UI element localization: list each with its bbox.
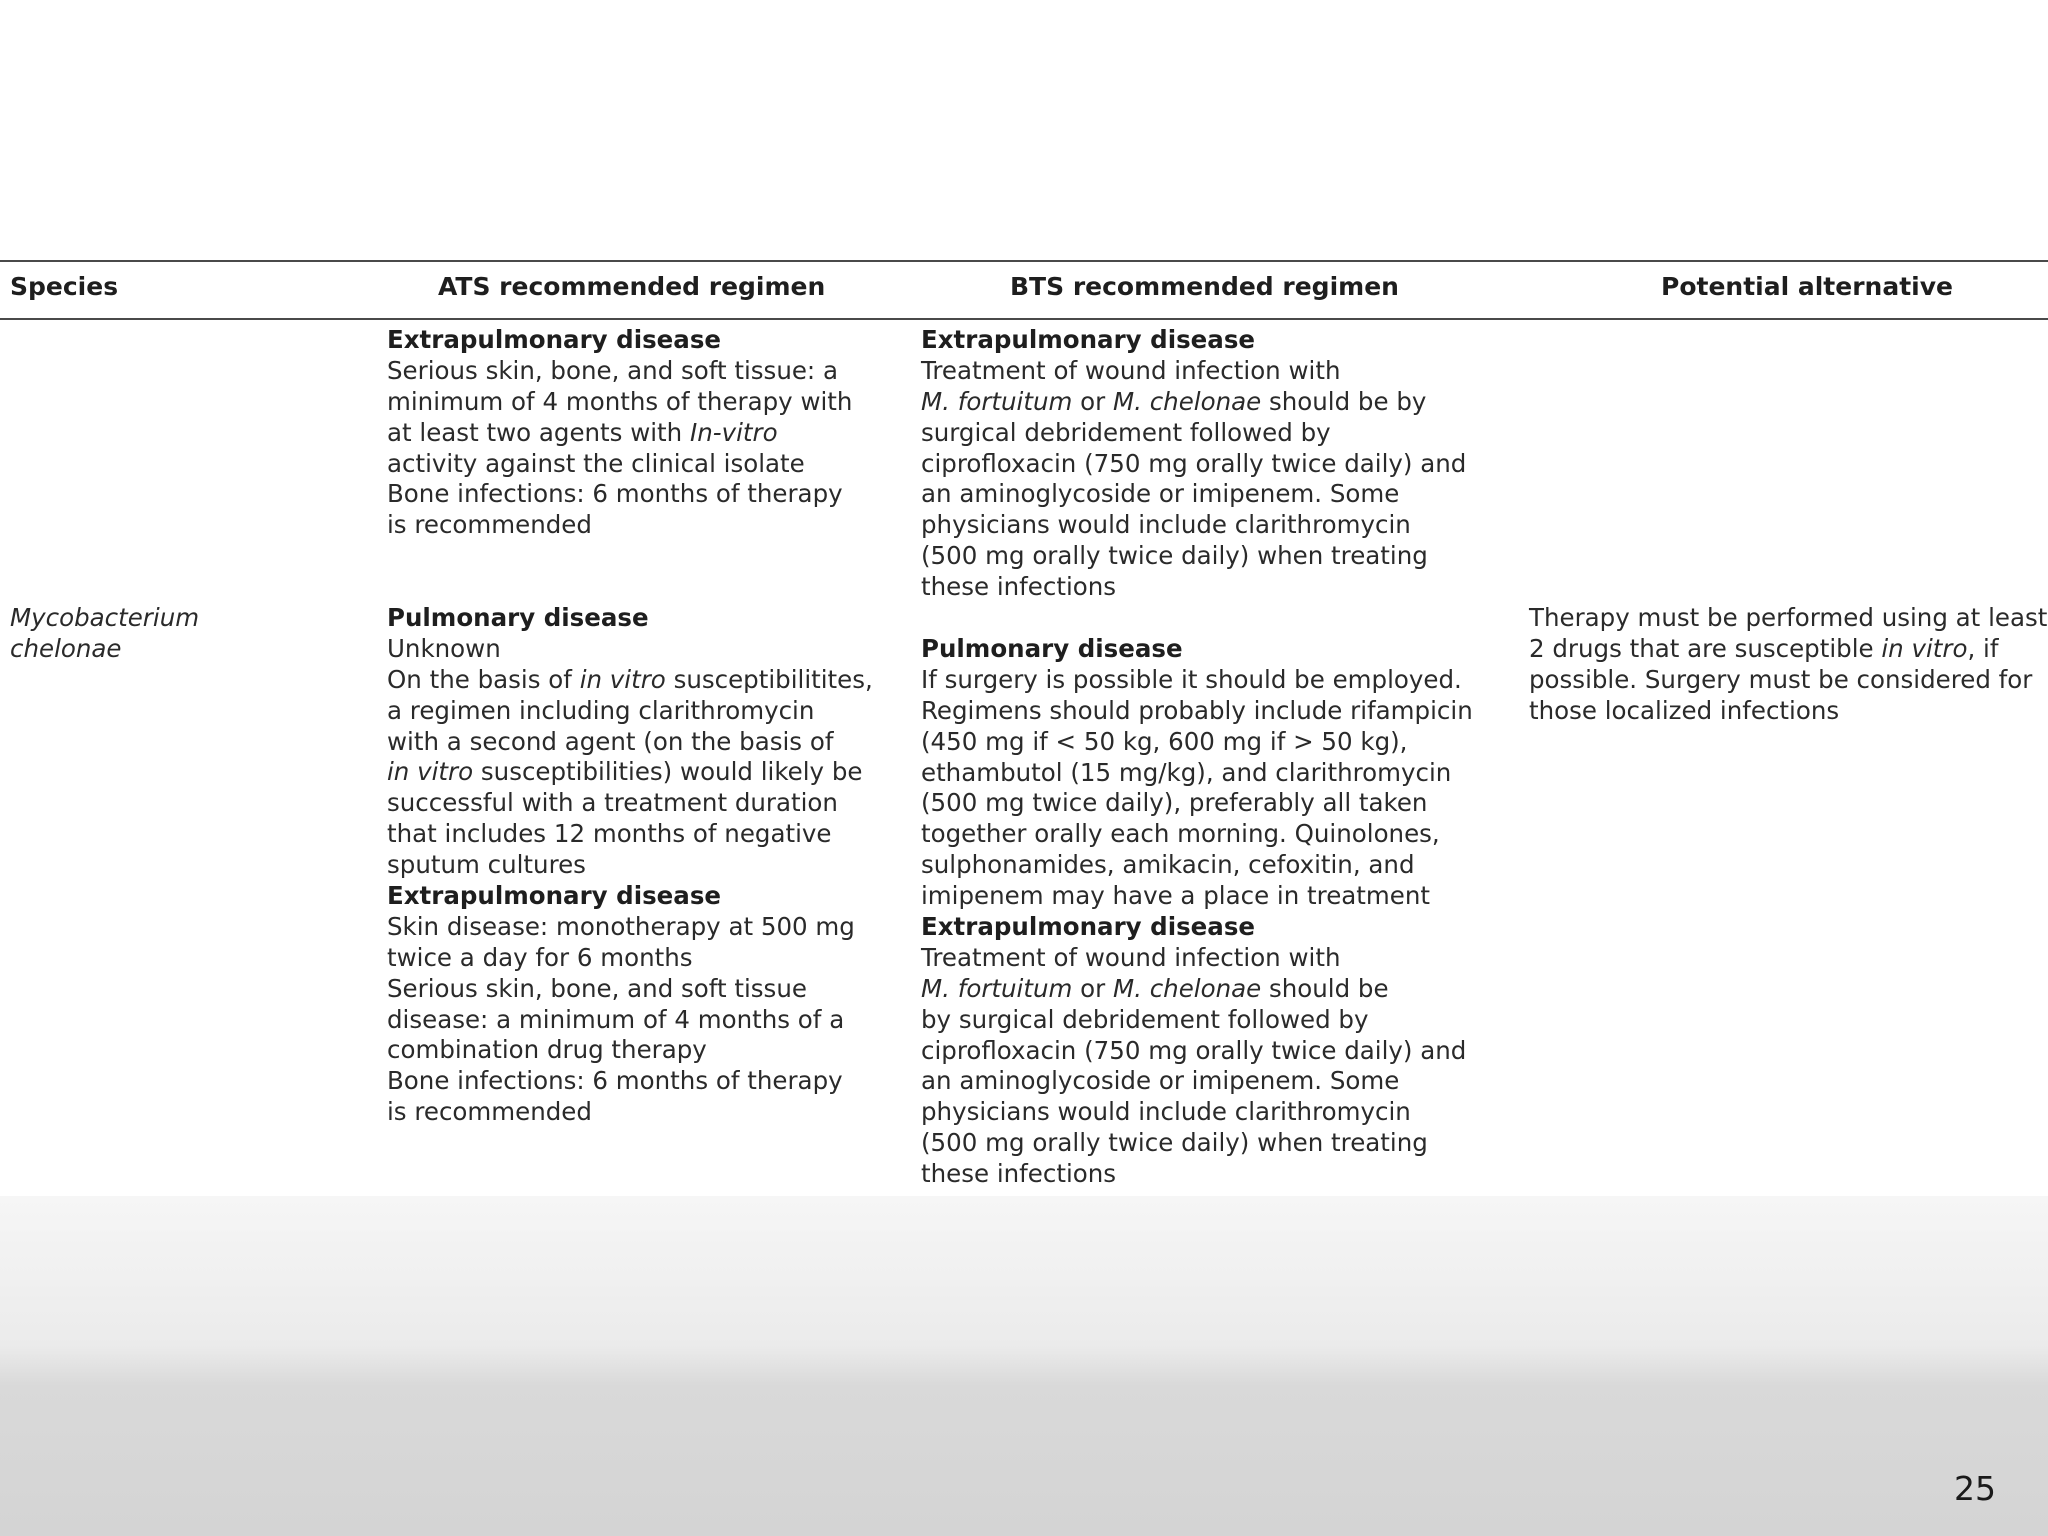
italic-run: in vitro [1881,633,1968,663]
table-top-rule [0,260,2048,262]
cell-line [921,387,1466,418]
bts-chelonae-cell [921,634,1473,1190]
text-run: or [1072,386,1113,416]
bts-extrapulmonary-heading: Extrapulmonary disease [921,912,1256,942]
ats-extrapulmonary-heading: Extrapulmonary disease [387,881,722,911]
italic-run: M. chelonae [1112,973,1262,1003]
cell-line: surgical debridement followed by [921,417,1331,447]
cell-line: is recommended [387,1097,592,1127]
species-cell [10,603,199,665]
cell-line: successful with a treatment duration [387,788,838,818]
cell-line: twice a day for 6 months [387,942,693,972]
text-run: or [1072,973,1113,1003]
cell-line: Regimens should probably include rifampicin [921,695,1473,725]
cell-line: by surgical debridement followed by [921,1004,1369,1034]
cell-line: these infections [921,572,1117,602]
text-run: at least two agents with [387,417,690,447]
header-species: Species [10,272,119,301]
italic-run: M. fortuitum [921,386,1073,416]
cell-line: ethambutol (15 mg/kg), and clarithromycin [921,757,1452,787]
header-ats-regimen: ATS recommended regimen [438,272,826,301]
cell-line: with a second agent (on the basis of [387,726,834,756]
ats-pulmonary-heading: Pulmonary disease [387,603,649,632]
cell-line: Therapy must be performed using at least [1529,603,2048,632]
cell-line: (450 mg if < 50 kg, 600 mg if > 50 kg), [921,726,1408,756]
cell-line [1529,634,2047,665]
cell-line: Serious skin, bone, and soft tissue: a [387,355,838,385]
italic-run: In-vitro [689,417,778,447]
cell-line: those localized infections [1529,695,1840,725]
cell-line: that includes 12 months of negative [387,819,832,849]
ats-continued-cell [387,325,852,541]
cell-line [387,757,873,788]
page-number: 25 [1954,1469,1996,1508]
bts-continued-heading: Extrapulmonary disease [921,325,1256,354]
bts-continued-cell [921,325,1466,603]
cell-line: is recommended [387,510,592,540]
cell-line: possible. Surgery must be considered for [1529,664,2033,694]
cell-line: Bone infections: 6 months of therapy [387,479,843,509]
header-potential-alternative: Potential alternative [1661,272,1953,301]
species-name-line2: chelonae [10,633,122,663]
italic-run: M. chelonae [1112,386,1262,416]
cell-line: a regimen including clarithromycin [387,695,815,725]
cell-line: ciprofloxacin (750 mg orally twice daily) and [921,1035,1467,1065]
cell-line: these infections [921,1159,1117,1189]
cell-line: Bone infections: 6 months of therapy [387,1066,843,1096]
cell-line [387,418,852,449]
italic-run: in vitro [579,664,666,694]
cell-line: minimum of 4 months of therapy with [387,386,853,416]
italic-run: M. fortuitum [921,973,1073,1003]
slide-footer-band [0,1196,2048,1536]
cell-line: Unknown [387,633,501,663]
ats-continued-heading: Extrapulmonary disease [387,325,722,354]
cell-line: disease: a minimum of 4 months of a [387,1004,845,1034]
cell-line: physicians would include clarithromycin [921,1097,1411,1127]
ats-chelonae-cell [387,603,873,1128]
alternative-chelonae-cell [1529,603,2047,727]
cell-line: Treatment of wound infection with [921,355,1341,385]
text-run: 2 drugs that are susceptible [1529,633,1882,663]
cell-line: sulphonamides, amikacin, cefoxitin, and [921,850,1415,880]
cell-line: together orally each morning. Quinolones, [921,819,1440,849]
cell-line: physicians would include clarithromycin [921,510,1411,540]
cell-line [387,665,873,696]
text-run: susceptibilitites, [665,664,873,694]
species-name-line1: Mycobacterium [10,603,200,632]
table-header-rule [0,318,2048,320]
text-run: susceptibilities) would likely be [473,757,863,787]
cell-line: an aminoglycoside or imipenem. Some [921,1066,1400,1096]
cell-line [921,974,1473,1005]
text-run: should be by [1261,386,1427,416]
cell-line: imipenem may have a place in treatment [921,881,1430,911]
cell-line: an aminoglycoside or imipenem. Some [921,479,1400,509]
text-run: , if [1967,633,1999,663]
text-run: should be [1261,973,1389,1003]
cell-line: (500 mg twice daily), preferably all taken [921,788,1428,818]
cell-line: Skin disease: monotherapy at 500 mg [387,911,855,941]
cell-line: sputum cultures [387,850,586,880]
bts-pulmonary-heading: Pulmonary disease [921,634,1183,663]
text-run: On the basis of [387,664,580,694]
cell-line: (500 mg orally twice daily) when treating [921,1128,1428,1158]
cell-line: ciprofloxacin (750 mg orally twice daily) and [921,448,1467,478]
cell-line: Serious skin, bone, and soft tissue [387,973,807,1003]
italic-run: in vitro [387,757,474,787]
cell-line: activity against the clinical isolate [387,448,805,478]
cell-line: (500 mg orally twice daily) when treating [921,541,1428,571]
cell-line: combination drug therapy [387,1035,707,1065]
cell-line: If surgery is possible it should be employed. [921,664,1462,694]
header-bts-regimen: BTS recommended regimen [1010,272,1399,301]
cell-line: Treatment of wound infection with [921,942,1341,972]
